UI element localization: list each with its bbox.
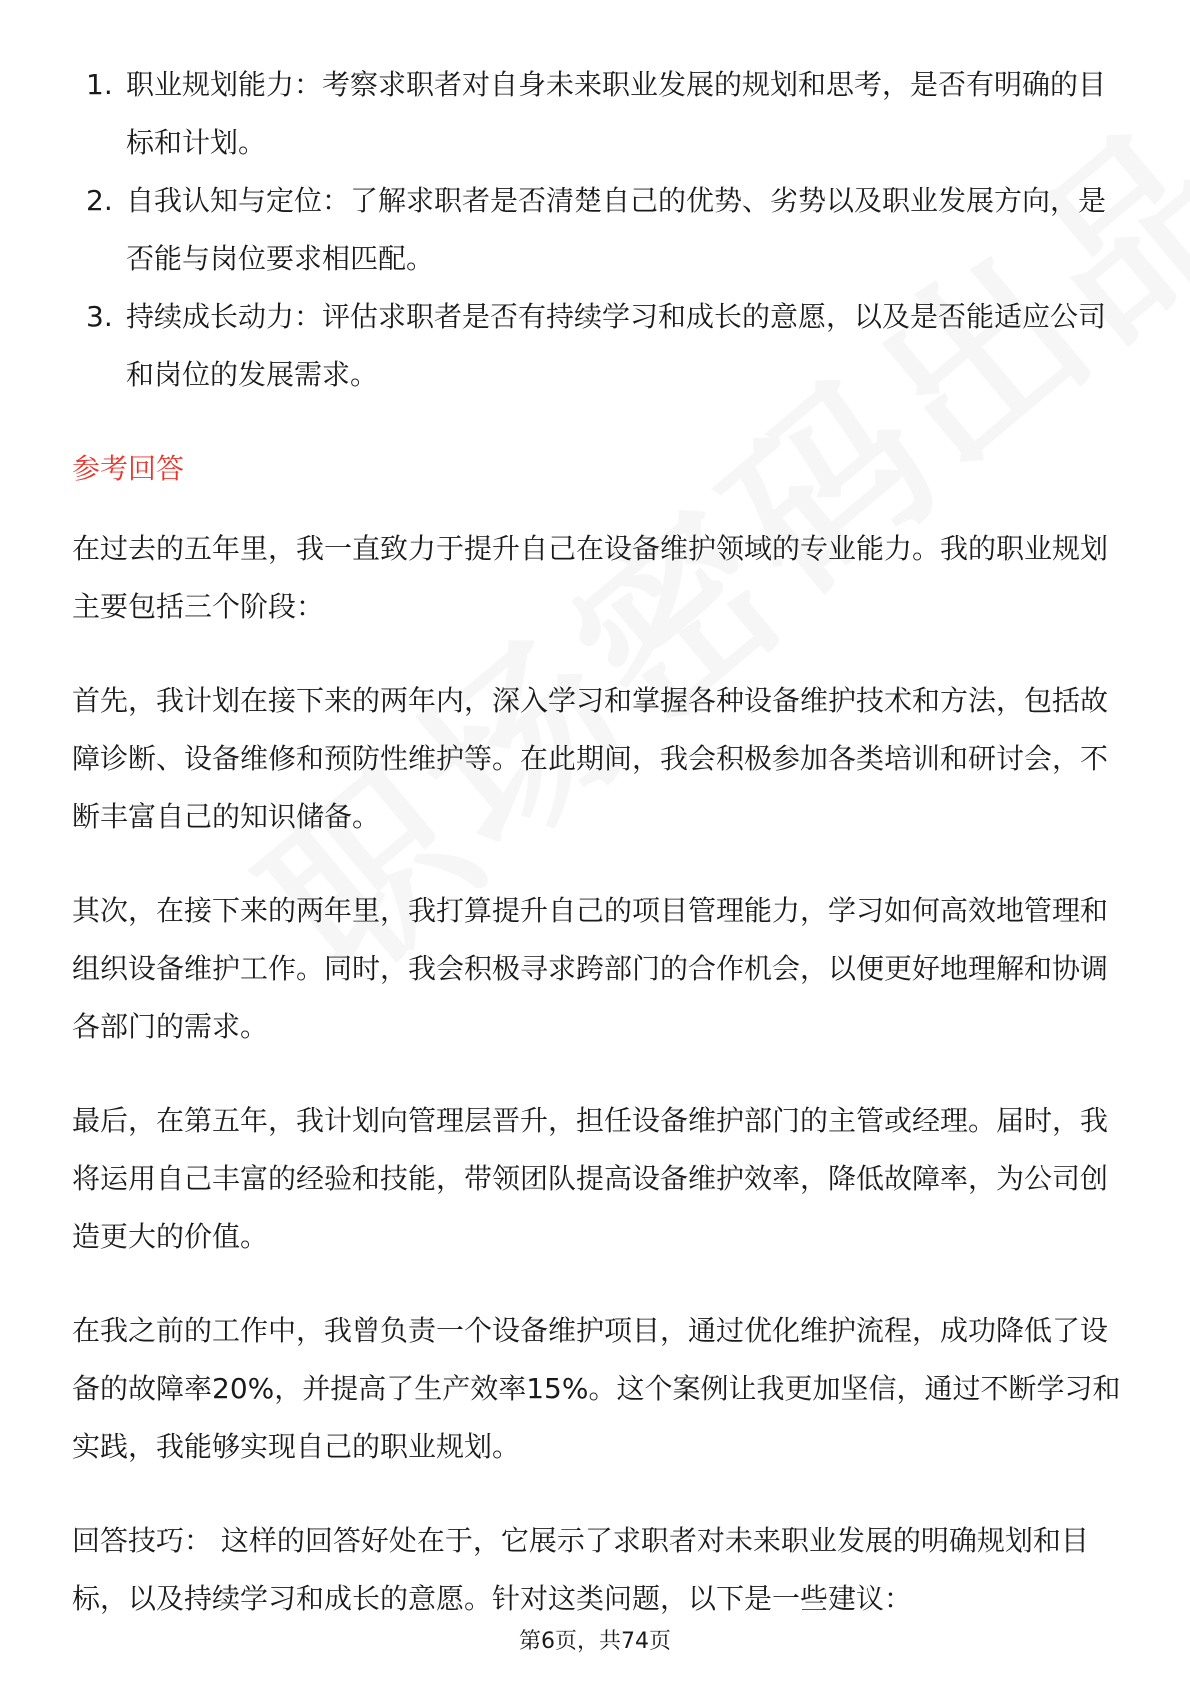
paragraph-second-stage: 其次，在接下来的两年里，我打算提升自己的项目管理能力，学习如何高效地管理和组织设备维护工作。同时，我会积极寻求跨部门的合作机会，以便更好地理解和协调各部门的需求。: [72, 894, 1109, 1043]
list-item-text: 自我认知与定位：了解求职者是否清楚自己的优势、劣势以及职业发展方向，是否能与岗位要求相匹配。: [126, 184, 1107, 275]
page-content: [72, 56, 1128, 1664]
list-number: 1.: [86, 68, 113, 101]
list-item-text: 职业规划能力：考察求职者对自身未来职业发展的规划和思考，是否有明确的目标和计划。: [126, 68, 1107, 159]
page-footer: 第6页，共74页: [519, 1629, 671, 1654]
paragraph-case: 在我之前的工作中，我曾负责一个设备维护项目，通过优化维护流程，成功降低了设备的故障率20%，并提高了生产效率15%。这个案例让我更加坚信，通过不断学习和实践，我能够实现自己的职业规划。: [72, 1314, 1121, 1463]
list-number: 2.: [86, 184, 113, 217]
list-item-text: 持续成长动力：评估求职者是否有持续学习和成长的意愿，以及是否能适应公司和岗位的发展需求。: [126, 300, 1107, 391]
paragraph-final-stage: 最后，在第五年，我计划向管理层晋升，担任设备维护部门的主管或经理。届时，我将运用自己丰富的经验和技能，带领团队提高设备维护效率，降低故障率，为公司创造更大的价值。: [72, 1104, 1109, 1253]
list-number: 3.: [86, 300, 113, 333]
paragraph-tips: 回答技巧： 这样的回答好处在于，它展示了求职者对未来职业发展的明确规划和目标，以及持续学习和成长的意愿。针对这类问题，以下是一些建议：: [72, 1524, 1089, 1615]
list-item: [72, 288, 1128, 404]
list-item: [72, 56, 1128, 172]
list-item: [72, 172, 1128, 288]
paragraph-first-stage: 首先，我计划在接下来的两年内，深入学习和掌握各种设备维护技术和方法，包括故障诊断、设备维修和预防性维护等。在此期间，我会积极参加各类培训和研讨会，不断丰富自己的知识储备。: [72, 684, 1109, 833]
paragraph-intro: 在过去的五年里，我一直致力于提升自己在设备维护领域的专业能力。我的职业规划主要包括三个阶段：: [72, 532, 1109, 623]
section-heading: 参考回答: [72, 452, 185, 485]
criteria-list: [72, 56, 1128, 404]
